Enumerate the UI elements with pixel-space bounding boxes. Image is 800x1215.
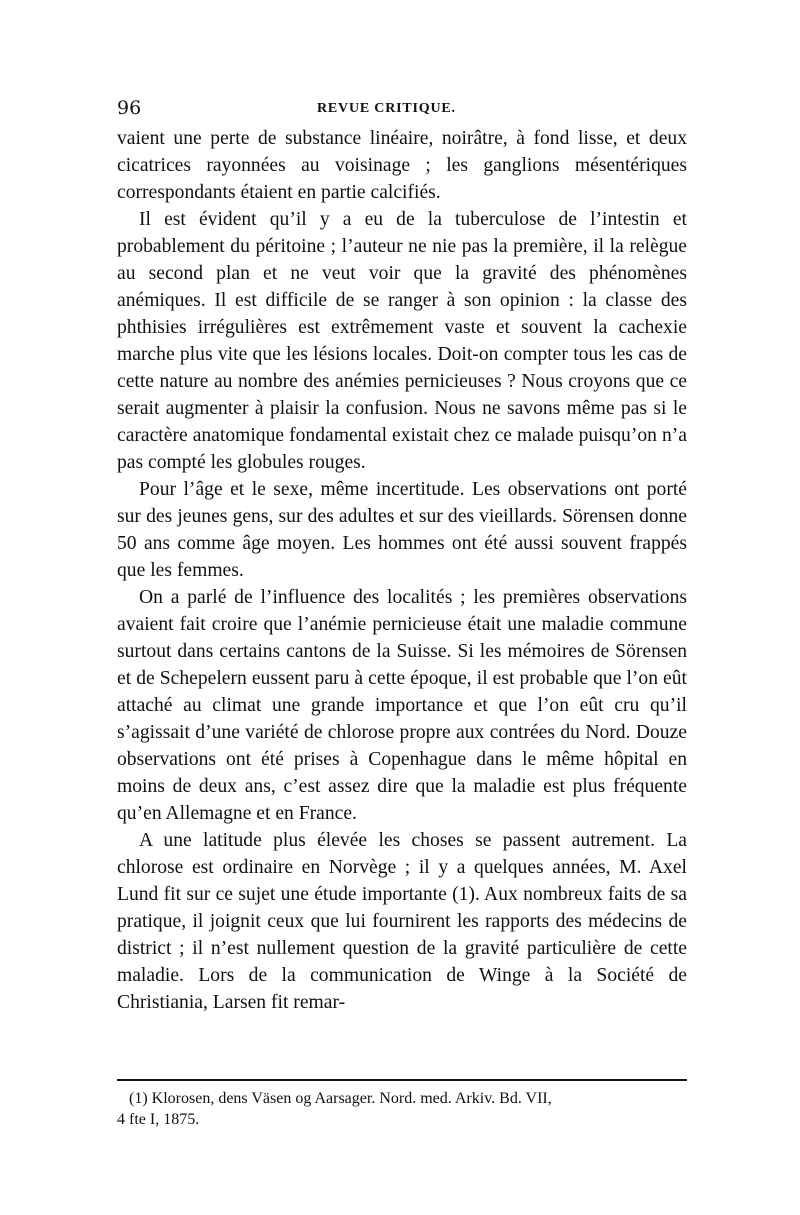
paragraph-1: vaient une perte de substance linéaire, noirâtre, à fond lisse, et deux cicatrices rayonnées au voisinage ; les ganglions mésentériques correspondants étaient en partie calcifiés. — [117, 128, 687, 203]
page-number: 96 — [117, 97, 142, 119]
footnote-line-1: (1) Klorosen, dens Väsen og Aarsager. Nord. med. Arkiv. Bd. VII, — [129, 1090, 552, 1107]
page-header — [117, 97, 687, 123]
body-text — [117, 125, 687, 1016]
paragraph-4: On a parlé de l’influence des localités ; les premières observations avaient fait croire que l’anémie pernicieuse était une maladie commune surtout dans certains cantons de la Suisse. Si les mémoires de Sörensen et de Schepelern eussent paru à cette époque, il est probable que l’on eût attaché au climat une grande importance et que l’on eût cru qu’il s’agissait d’une variété de chlorose propre aux contrées du Nord. Douze observations ont été prises à Copenhague dans le même hôpital en moins de deux ans, c’est assez dire que la maladie est plus fréquente qu’en Allemagne et en France. — [117, 587, 687, 824]
footnote-divider — [117, 1079, 687, 1081]
paragraph-3: Pour l’âge et le sexe, même incertitude. Les observations ont porté sur des jeunes gens, sur des adultes et sur des vieillards. Sörensen donne 50 ans comme âge moyen. Les hommes ont été aussi souvent frappés que les femmes. — [117, 479, 687, 581]
paragraph-5: A une latitude plus élevée les choses se passent autrement. La chlorose est ordinaire en Norvège ; il y a quelques années, M. Axel Lund fit sur ce sujet une étude importante (1). Aux nombreux faits de sa pratique, il joignit ceux que lui fournirent les rapports des médecins de district ; il n’est nullement question de la gravité particulière de cette maladie. Lors de la communication de Winge à la Société de Christiania, Larsen fit remar- — [117, 830, 687, 1013]
footnote — [117, 1088, 683, 1130]
paragraph-2: Il est évident qu’il y a eu de la tuberculose de l’intestin et probablement du péritoine ; l’auteur ne nie pas la première, il la relègue au second plan et ne veut voir que la gravité des phénomènes anémiques. Il est difficile de se ranger à son opinion : la classe des phthisies irrégulières est extrêmement vaste et souvent la cachexie marche plus vite que les lésions locales. Doit-on compter tous les cas de cette nature au nombre des anémies pernicieuses ? Nous croyons que ce serait augmenter à plaisir la confusion. Nous ne savons même pas si le caractère anatomique fondamental existait chez ce malade puisqu’on n’a pas compté les globules rouges. — [117, 209, 687, 473]
footnote-line-2: 4 fte I, 1875. — [117, 1111, 200, 1128]
running-title: REVUE CRITIQUE. — [317, 101, 456, 116]
